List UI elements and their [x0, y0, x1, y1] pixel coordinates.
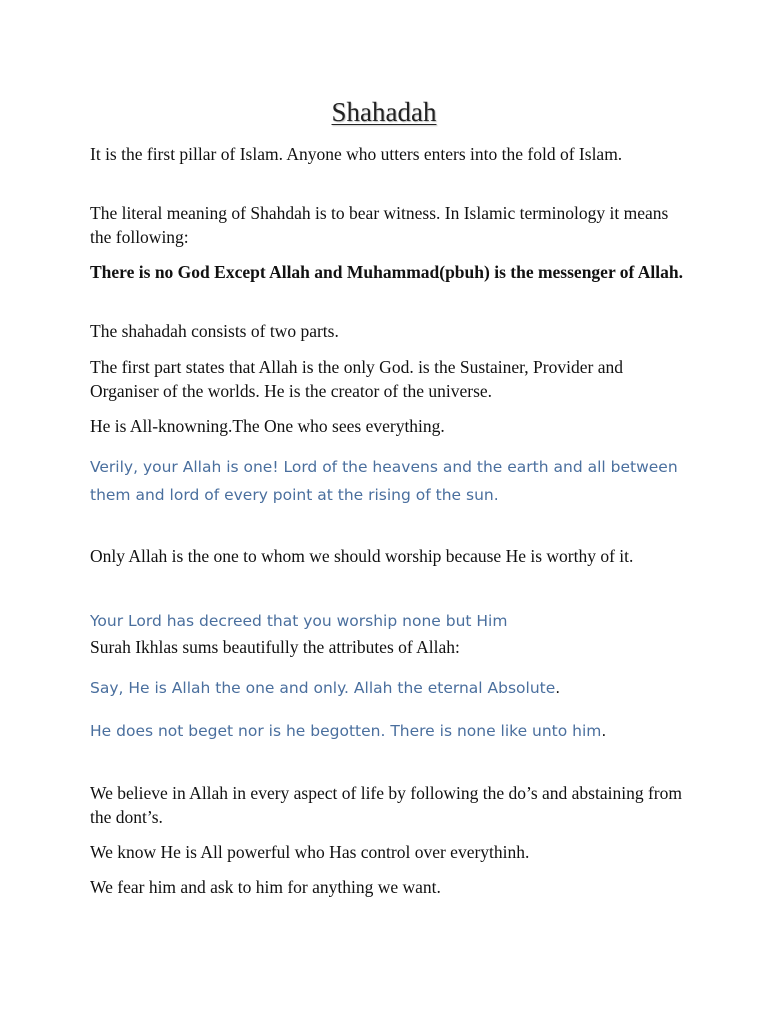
paragraph-all-knowing: He is All-knowning.The One who sees everything. — [90, 416, 445, 436]
quote-say-period: . — [555, 679, 561, 697]
quote-say-he-is-allah — [90, 674, 710, 702]
paragraph-worship: Only Allah is the one to whom we should worship because He is worthy of it. — [90, 546, 634, 566]
page-title: Shahadah — [331, 97, 437, 127]
paragraph-all-powerful: We know He is All powerful who Has control over everythinh. — [90, 842, 530, 862]
quote-lord-decreed: Your Lord has decreed that you worship none but Him — [90, 612, 508, 630]
paragraph-fear: We fear him and ask to him for anything we want. — [90, 877, 441, 897]
paragraph-surah-ikhlas: Surah Ikhlas sums beautifully the attributes of Allah: — [90, 637, 460, 657]
paragraph-first-part: The first part states that Allah is the only God. is the Sustainer, Provider and Organiser of the worlds. He is the creator of the universe. — [90, 357, 623, 401]
quote-does-not-beget — [90, 717, 710, 745]
quote-beget-period: . — [601, 722, 607, 740]
quote-say-text: Say, He is Allah the one and only. Allah the eternal Absolute — [90, 679, 556, 697]
paragraph-two-parts: The shahadah consists of two parts. — [90, 321, 339, 341]
quote-verily: Verily, your Allah is one! Lord of the heavens and the earth and all between them and lord of every point at the rising of the sun. — [90, 458, 678, 504]
paragraph-first-pillar: It is the first pillar of Islam. Anyone who utters enters into the fold of Islam. — [90, 144, 623, 164]
quote-beget-text: He does not beget nor is he begotten. There is none like unto him — [90, 722, 602, 740]
paragraph-believe: We believe in Allah in every aspect of life by following the do’s and abstaining from the dont’s. — [90, 783, 682, 827]
shahadah-statement: There is no God Except Allah and Muhammad(pbuh) is the messenger of Allah. — [90, 262, 683, 282]
paragraph-literal-meaning: The literal meaning of Shahdah is to bear witness. In Islamic terminology it means the following: — [90, 203, 669, 247]
